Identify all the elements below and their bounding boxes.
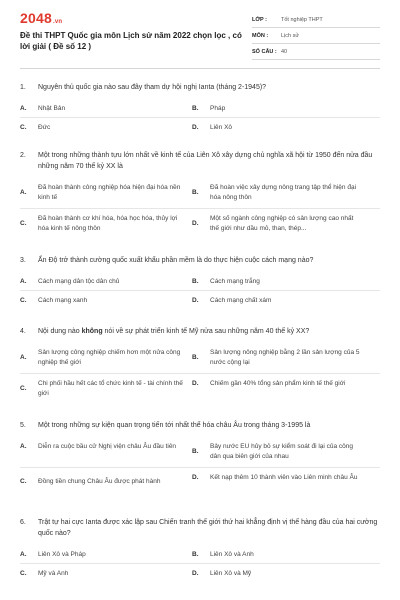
option-letter: B. (192, 278, 199, 285)
question-6 (20, 517, 382, 585)
option-b[interactable] (192, 277, 360, 287)
option-b[interactable] (192, 550, 360, 560)
option-text: Chi phối hầu hết các tổ chức kinh tế - tài chính thế giới (38, 380, 183, 397)
options (20, 101, 382, 139)
option-c[interactable] (20, 296, 188, 306)
exam-meta (252, 12, 380, 60)
question-5 (20, 420, 382, 501)
options (20, 439, 382, 501)
option-letter: C. (20, 570, 27, 577)
question-body: Ấn Độ trở thành cường quốc xuất khẩu phần mềm là do thực hiện cuộc cách mạng nào? (38, 257, 314, 264)
question-number: 4. (20, 328, 26, 335)
option-letter: C. (20, 220, 27, 227)
option-letter: C. (20, 478, 27, 485)
exam-title: Đề thi THPT Quốc gia môn Lịch sử năm 2022 chọn lọc , có lời giải ( Đề số 12 ) (20, 31, 242, 51)
option-a[interactable] (20, 348, 188, 368)
question-body: Một trong những sự kiện quan trọng tiến tới nhất thể hóa châu Âu trong tháng 3-1995 là (38, 422, 311, 429)
question-text (20, 150, 382, 172)
logo-main: 2048 (20, 10, 52, 26)
meta-row-count (252, 44, 380, 60)
option-a[interactable] (20, 183, 188, 203)
option-text: Kết nạp thêm 10 thành viên vào Liên minh châu Âu (210, 474, 358, 481)
option-text: Đức (38, 124, 51, 131)
meta-label: LỚP : (252, 16, 267, 23)
option-separator (20, 208, 380, 209)
option-text: Đồng tiền chung Châu Âu được phát hành (38, 478, 161, 485)
option-letter: A. (20, 278, 27, 285)
option-d[interactable] (192, 569, 360, 579)
option-separator (20, 117, 380, 118)
question-text (20, 255, 382, 266)
meta-row-class (252, 12, 380, 28)
option-d[interactable] (192, 214, 360, 234)
option-letter: B. (192, 105, 199, 112)
question-text-before: Nội dung nào (38, 328, 82, 335)
option-b[interactable] (192, 442, 360, 462)
option-letter: D. (192, 220, 199, 227)
options (20, 547, 382, 585)
meta-row-subject (252, 28, 380, 44)
option-letter: A. (20, 189, 27, 196)
option-text: Diễn ra cuộc bầu cử Nghị viện châu Âu đầu tiên (38, 443, 177, 450)
option-letter: D. (192, 124, 199, 131)
option-c[interactable] (20, 569, 188, 579)
meta-value: 40 (281, 48, 288, 55)
question-text (20, 82, 382, 93)
question-number: 5. (20, 422, 26, 429)
option-separator (20, 290, 380, 291)
option-letter: A. (20, 354, 27, 361)
option-text: Sản lượng nông nghiệp bằng 2 lần sản lượng của 5 nước cộng lại (210, 349, 360, 366)
option-text: Đã hoàn việc xây dựng nông trang tập thể hiện đại hóa nông thôn (210, 184, 357, 201)
option-text: Cách mạng xanh (38, 297, 88, 304)
option-a[interactable] (20, 277, 188, 287)
meta-label: SỐ CÂU : (252, 48, 277, 55)
option-letter: B. (192, 551, 199, 558)
option-separator (20, 563, 380, 564)
option-c[interactable] (20, 477, 188, 487)
option-d[interactable] (192, 123, 360, 133)
option-text: Đã hoàn thành cơ khí hóa, hóa học hóa, thủy lợi hóa kinh tế nông thôn (38, 215, 178, 232)
question-4 (20, 326, 382, 407)
option-c[interactable] (20, 379, 188, 399)
question-number: 1. (20, 84, 26, 91)
option-letter: B. (192, 448, 199, 455)
meta-label: MÔN : (252, 32, 269, 39)
option-text: Đã hoàn thành công nghiệp hóa hiện đại hóa nền kinh tế (38, 184, 181, 201)
option-b[interactable] (192, 348, 360, 368)
logo-suffix: .vn (52, 19, 63, 25)
option-text: Cách mạng trắng (210, 278, 260, 285)
meta-value: Lịch sử (281, 32, 300, 39)
options (20, 180, 382, 242)
question-emphasis: không (81, 328, 103, 335)
option-d[interactable] (192, 379, 360, 389)
option-text: Nhật Bản (38, 105, 66, 112)
option-separator (20, 373, 380, 374)
option-text: Chiếm gần 40% tổng sản phẩm kinh tế thế giới (210, 380, 346, 387)
option-text: Liên Xô và Anh (210, 551, 254, 558)
question-text (20, 517, 382, 539)
option-c[interactable] (20, 123, 188, 133)
options (20, 345, 382, 407)
question-number: 2. (20, 152, 26, 159)
option-letter: B. (192, 189, 199, 196)
question-text (20, 420, 382, 431)
question-body: Một trong những thành tựu lớn nhất về kinh tế của Liên Xô xây dựng chủ nghĩa xã hội từ 1950 đến nửa đầu những năm 70 thế kỷ XX là (38, 152, 373, 170)
option-text: Liên Xô và Mỹ (210, 570, 252, 577)
option-text: Bảy nước EU hủy bỏ sự kiểm soát đi lại của công dân qua biên giới của nhau (210, 443, 354, 460)
option-a[interactable] (20, 104, 188, 114)
option-letter: C. (20, 385, 27, 392)
option-text: Sản lượng công nghiệp chiếm hơn một nửa công nghiệp thế giới (38, 349, 181, 366)
option-letter: D. (192, 474, 199, 481)
option-b[interactable] (192, 104, 360, 114)
option-text: Liên Xô (210, 124, 233, 131)
option-text: Cách mạng chất xám (210, 297, 272, 304)
option-text: Pháp (210, 105, 226, 112)
meta-value: Tốt nghiệp THPT (281, 16, 323, 23)
option-letter: D. (192, 570, 199, 577)
option-letter: C. (20, 297, 27, 304)
question-body (38, 326, 382, 337)
option-text: Một số ngành công nghiệp có sản lượng cao nhất thế giới như dầu mỏ, than, thép... (210, 215, 354, 232)
option-letter: A. (20, 443, 27, 450)
option-letter: A. (20, 105, 27, 112)
option-letter: B. (192, 354, 199, 361)
question-body: Trật tự hai cực Ianta được xác lập sau Chiến tranh thế giới thứ hai khẳng định vị thế hàng đầu của hai cường quốc nào? (38, 519, 378, 537)
option-a[interactable] (20, 442, 188, 452)
option-text: Liên Xô và Pháp (38, 551, 86, 558)
question-2 (20, 150, 382, 242)
site-logo[interactable] (20, 10, 62, 26)
question-body: Nguyên thủ quốc gia nào sau đây tham dự hội nghị Ianta (tháng 2-1945)? (38, 84, 267, 91)
option-letter: C. (20, 124, 27, 131)
option-c[interactable] (20, 214, 188, 234)
option-d[interactable] (192, 296, 360, 306)
option-letter: A. (20, 551, 27, 558)
option-text: Cách mạng dân tộc dân chủ (38, 278, 120, 285)
option-text: Mỹ và Anh (38, 570, 69, 577)
option-letter: D. (192, 297, 199, 304)
header (0, 0, 400, 62)
option-b[interactable] (192, 183, 360, 203)
question-number: 6. (20, 519, 26, 526)
header-divider (20, 68, 380, 69)
option-separator (20, 467, 380, 468)
question-text (20, 326, 382, 337)
question-text-after: nói về sự phát triển kinh tế Mỹ nửa sau những năm 40 thế kỷ XX? (102, 328, 310, 335)
question-3 (20, 255, 382, 312)
option-d[interactable] (192, 473, 360, 483)
question-1 (20, 82, 382, 139)
option-letter: D. (192, 380, 199, 387)
options (20, 274, 382, 312)
question-number: 3. (20, 257, 26, 264)
option-a[interactable] (20, 550, 188, 560)
